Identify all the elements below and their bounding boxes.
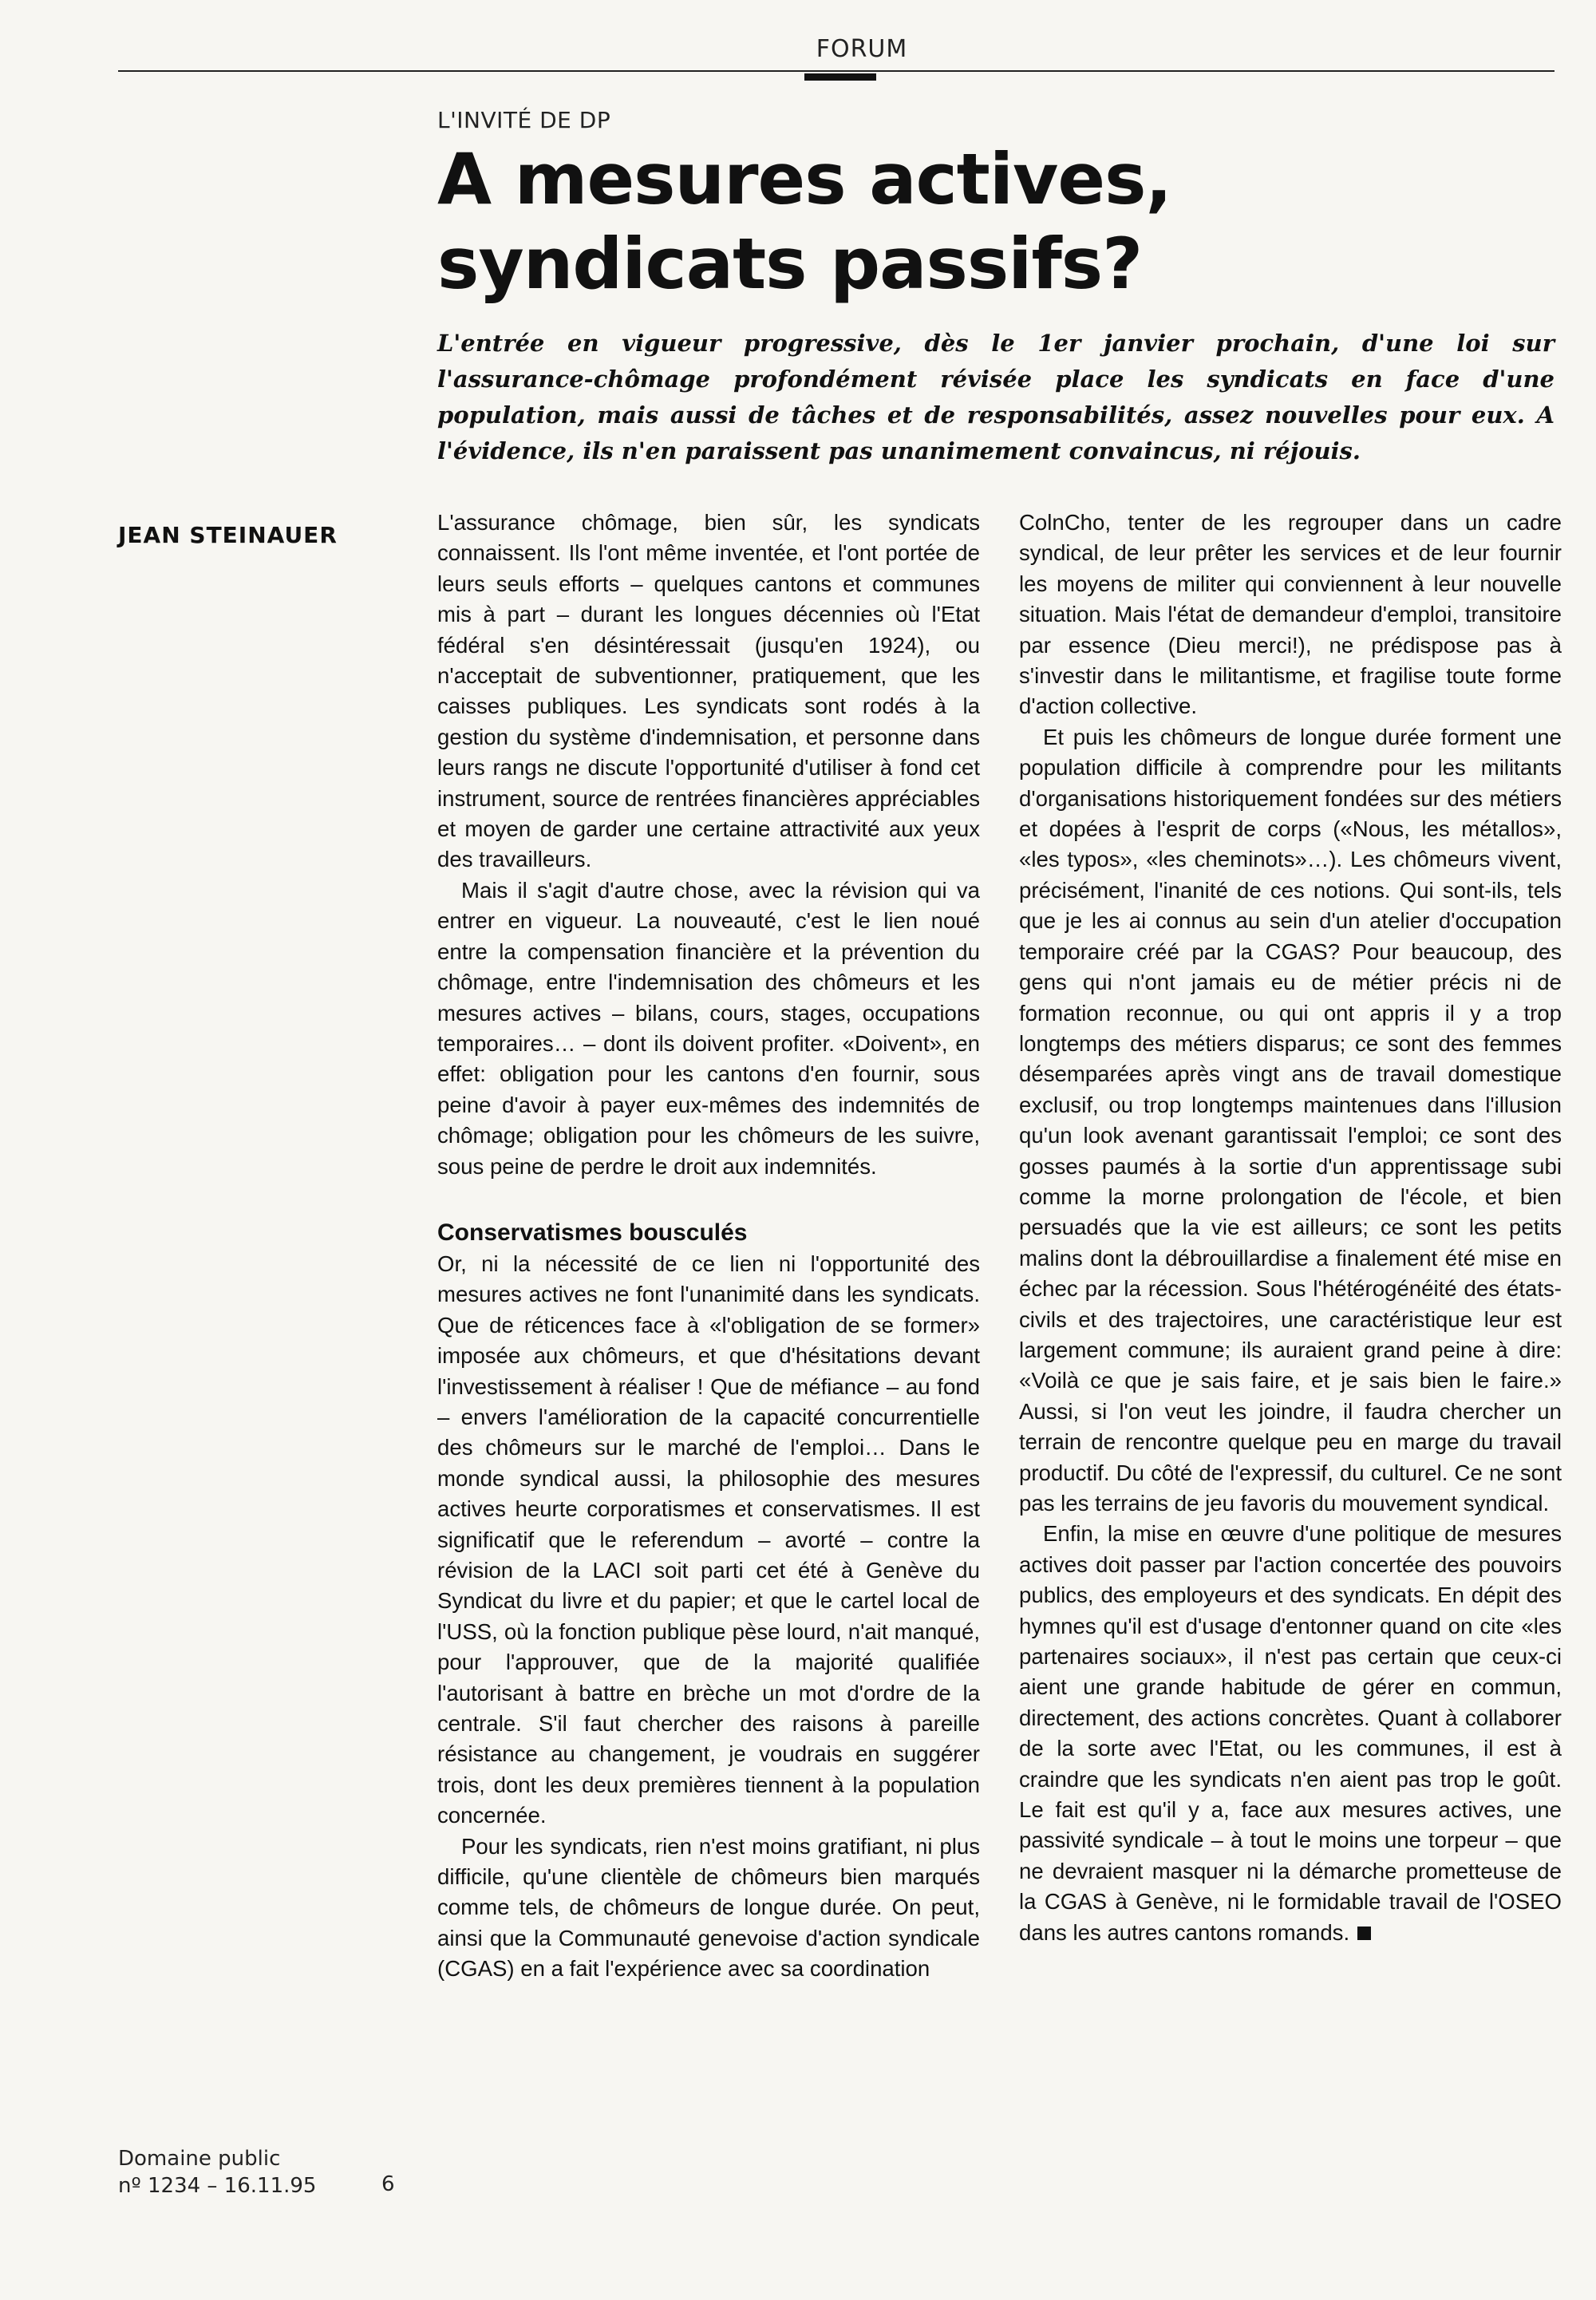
section-label: FORUM (816, 35, 908, 63)
paragraph-last (1019, 1519, 1562, 1948)
paragraph-text: Enfin, la mise en œuvre d'une politique de mesures actives doit passer par l'action concertée des pouvoirs publics, des employeurs et des syndicats. En dépit des hymnes qu'il est d'usage d'entonner quand on cite «les partenaires sociaux», il n'est pas certain que ceux-ci aient une grande habitude de gérer en commun, directement, des actions concrètes. Quant à collaborer de la sorte avec l'Etat, ou les communes, il est à craindre que les syndicats n'en aient pas trop le goût. Le fait est qu'il y a, face aux mesures actives, une passivité syndicale – à tout le moins une torpeur – que ne devraient masquer ni la démarche prometteuse de la CGAS à Genève, ni le formidable travail de l'OSEO dans les autres cantons romands. (1019, 1521, 1562, 1945)
end-of-article-icon (1357, 1927, 1371, 1940)
publication-name: Domaine public (118, 2147, 281, 2171)
article-lede: L'entrée en vigueur progressive, dès le 1er janvier prochain, d'une loi sur l'assurance-chômage profondément révisée place les syndicats en face d'une population, mais aussi de tâches et de responsabilités, assez nouvelles pour eux. A l'évidence, ils n'en paraissent pas unanimement convaincus, ni réjouis. (437, 330, 1555, 464)
issue-info: nº 1234 – 16.11.95 (118, 2174, 317, 2198)
article-title: A mesures actives, syndicats passifs? (437, 138, 1171, 305)
article-column-2 (1019, 508, 1562, 1948)
paragraph: Et puis les chômeurs de longue durée forment une population difficile à comprendre pour les militants d'organisations historiquement fondées sur des métiers et dopées à l'esprit de corps («Nous, les métallos», «les typos», «les cheminots»…). Les chômeurs vivent, précisément, l'inanité de ces notions. Qui sont-ils, tels que je les ai connus au sein d'un atelier d'occupation temporaire créé par la CGAS? Pour beaucoup, des gens qui n'ont jamais eu de métier précis ni de formation reconnue, ou qui ont appris il y a trop longtemps des métiers disparus; ce sont des femmes désemparées après vingt ans de travail domestique exclusif, ou trop longtemps maintenues dans l'illusion qu'un look avenant garantissait l'emploi; ce sont des gosses paumés à la sortie d'un apprentissage subi comme la morne prolongation de l'école, et bien persuadés que la vie est ailleurs; ce sont les petits malins dont la débrouillardise a finalement été mise en échec par la récession. Sous l'hétérogénéité des états-civils et des trajectoires, une caractéristique leur est largement commune; ils auraient grand peine à dire: «Voilà ce que je sais faire, et je sais bien le faire.» Aussi, si l'on veut les joindre, il faudra chercher un terrain de rencontre quelque peu en marge du travail productif. Du côté de l'expressif, du culturel. Ce ne sont pas les terrains de jeu favoris du mouvement syndical. (1019, 724, 1562, 1516)
paragraph: ColnCho, tenter de les regrouper dans un cadre syndical, de leur prêter les services et de leur fournir les moyens de militer qui conviennent à leur nouvelle situation. Mais l'état de demandeur d'emploi, transitoire par essence (Dieu merci!), ne prédispose pas à s'investir dans le militantisme, et fragilise toute forme d'action collective. (1019, 510, 1562, 719)
article-column-1 (437, 508, 980, 1985)
paragraph: Pour les syndicats, rien n'est moins gratifiant, ni plus difficile, qu'une clientèle de chômeurs bien marqués comme tels, de chômeurs de longue durée. On peut, ainsi que la Communauté genevoise d'action syndicale (CGAS) en a fait l'expérience avec sa coordination (437, 1833, 980, 1982)
author-byline: JEAN STEINAUER (118, 522, 338, 548)
article-kicker: L'INVITÉ DE DP (437, 107, 611, 133)
paragraph: Mais il s'agit d'autre chose, avec la révision qui va entrer en vigueur. La nouveauté, c'est le lien noué entre la compensation financière et la prévention du chômage, entre l'indemnisation des chômeurs et les mesures actives – bilans, cours, stages, occupations temporaires… – dont ils doivent profiter. «Doivent», en effet: obligation pour les cantons d'en fournir, sous peine d'avoir à payer eux-mêmes des indemnités de chômage; obligation pour les chômeurs de les suivre, sous peine de perdre le droit aux indemnités. (437, 877, 980, 1179)
subheading: Conservatismes bousculés (437, 1219, 748, 1246)
page-number: 6 (381, 2172, 395, 2196)
publication-footer (118, 2145, 316, 2199)
paragraph: Or, ni la nécessité de ce lien ni l'opportunité des mesures actives ne font l'unanimité dans les syndicats. Que de réticences face à «l'obligation de se former» imposée aux chômeurs, et que d'hésitations devant l'investissement à réaliser ! Que de méfiance – au fond – envers l'amélioration de la capacité concurrentielle des chômeurs sur le marché de l'emploi… Dans le monde syndical aussi, la philosophie des mesures actives heurte corporatismes et conservatismes. Il est significatif que le referendum – avorté – contre la révision de la LACI soit parti cet été à Genève du Syndicat du livre et du papier; et que le cartel local de l'USS, où la fonction publique pèse lourd, n'ait manqué, pour l'approuver, que de la majorité qualifiée l'autorisant à battre en brèche un mot d'ordre de la centrale. S'il faut chercher des raisons à pareille résistance au changement, je voudrais en suggérer trois, dont les deux premières tiennent à la population concernée. (437, 1251, 980, 1828)
paragraph: L'assurance chômage, bien sûr, les syndicats connaissent. Ils l'ont même inventée, et l'ont portée de leurs seuls efforts – quelques cantons et communes mis à part – durant les longues décennies où l'Etat fédéral s'en désintéressait (jusqu'en 1924), ou n'acceptait de subventionner, pratiquement, que les caisses publiques. Les syndicats sont rodés à la gestion du système d'indemnisation, et personne dans leurs rangs ne discute l'opportunité d'utiliser à fond cet instrument, source de rentrées financières appréciables et moyen de garder une certaine attractivité aux yeux des travailleurs. (437, 510, 980, 872)
section-marker (804, 73, 876, 81)
header-rule (118, 70, 1555, 72)
